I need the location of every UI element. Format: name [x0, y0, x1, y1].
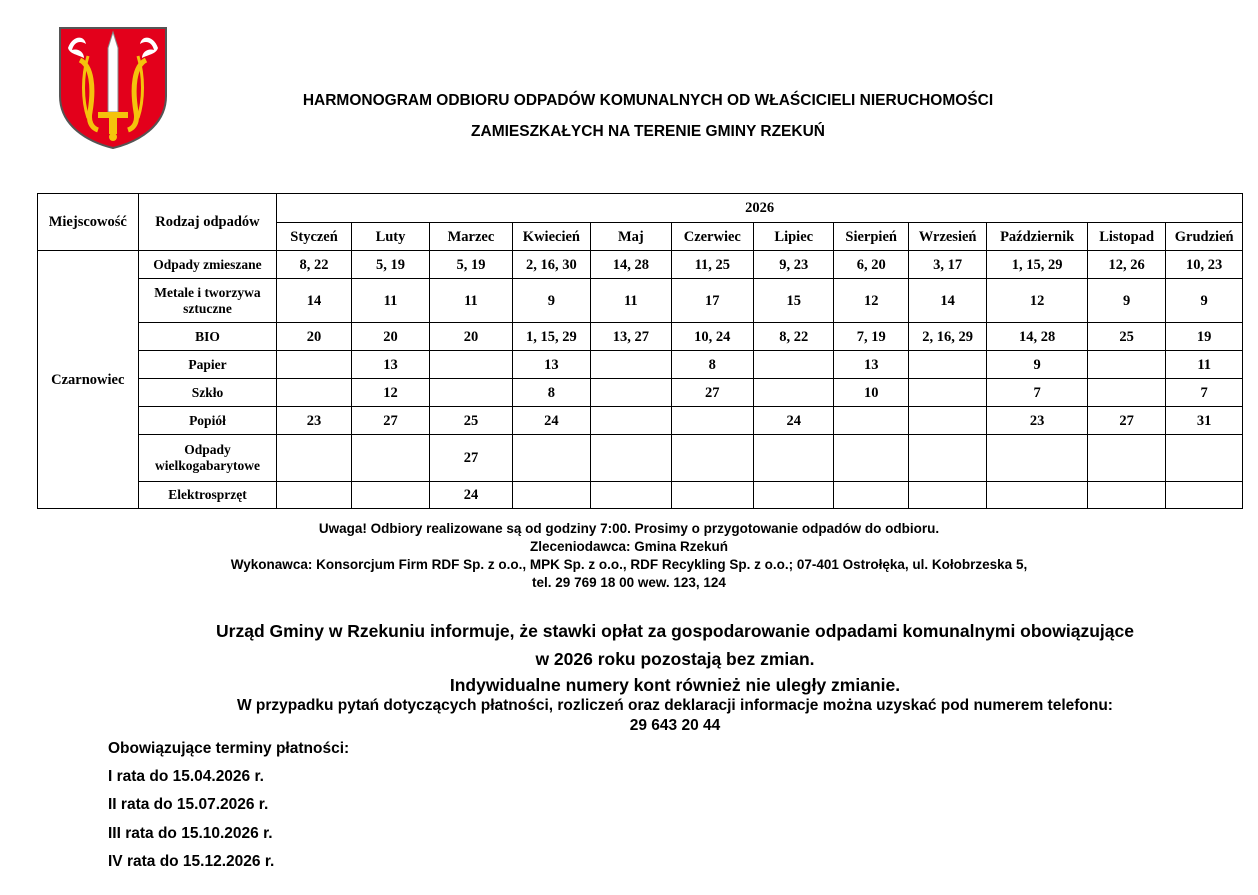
date-cell: 8 [671, 351, 753, 379]
date-cell [277, 379, 351, 407]
date-cell: 7, 19 [834, 323, 908, 351]
waste-type-cell: BIO [138, 323, 277, 351]
date-cell: 31 [1166, 407, 1243, 435]
table-row [38, 279, 1243, 323]
month-header: Luty [351, 223, 429, 251]
date-cell: 13 [351, 351, 429, 379]
date-cell: 9 [512, 279, 590, 323]
date-cell: 11 [591, 279, 671, 323]
date-cell [277, 351, 351, 379]
date-cell: 20 [351, 323, 429, 351]
date-cell [987, 435, 1088, 482]
date-cell [754, 435, 834, 482]
header-waste-type: Rodzaj odpadów [138, 194, 277, 251]
date-cell: 24 [512, 407, 590, 435]
date-cell [351, 482, 429, 509]
date-cell: 23 [987, 407, 1088, 435]
date-cell: 14 [908, 279, 986, 323]
month-header: Styczeń [277, 223, 351, 251]
date-cell: 25 [1087, 323, 1165, 351]
waste-type-cell: Metale i tworzywa sztuczne [138, 279, 277, 323]
month-header: Lipiec [754, 223, 834, 251]
month-header: Maj [591, 223, 671, 251]
location-cell: Czarnowiec [38, 251, 139, 509]
date-cell [1087, 482, 1165, 509]
month-header: Czerwiec [671, 223, 753, 251]
month-header: Październik [987, 223, 1088, 251]
date-cell [1087, 351, 1165, 379]
payment-item: III rata do 15.10.2026 r. [108, 825, 273, 842]
note-line-4: tel. 29 769 18 00 wew. 123, 124 [532, 575, 726, 590]
date-cell: 20 [430, 323, 512, 351]
month-header: Listopad [1087, 223, 1165, 251]
date-cell [908, 482, 986, 509]
date-cell: 12 [987, 279, 1088, 323]
date-cell: 25 [430, 407, 512, 435]
date-cell: 2, 16, 29 [908, 323, 986, 351]
date-cell: 14, 28 [591, 251, 671, 279]
table-row [38, 323, 1243, 351]
date-cell: 9 [987, 351, 1088, 379]
date-cell [1087, 379, 1165, 407]
header-location: Miejscowość [38, 194, 139, 251]
date-cell [834, 407, 908, 435]
date-cell: 14 [277, 279, 351, 323]
table-row [38, 482, 1243, 509]
date-cell [277, 435, 351, 482]
info-line-1: Urząd Gminy w Rzekuniu informuje, że stawki opłat za gospodarowanie odpadami komunalnymi obowiązujące [216, 621, 1134, 641]
date-cell [671, 407, 753, 435]
date-cell: 11 [430, 279, 512, 323]
table-row [38, 407, 1243, 435]
document-title-line-2: ZAMIESZKAŁYCH NA TERENIE GMINY RZEKUŃ [471, 123, 825, 140]
date-cell: 10, 24 [671, 323, 753, 351]
month-header: Wrzesień [908, 223, 986, 251]
table-row [38, 379, 1243, 407]
collection-schedule-table [37, 193, 1243, 509]
note-line-3: Wykonawca: Konsorcjum Firm RDF Sp. z o.o., MPK Sp. z o.o., RDF Recykling Sp. z o.o.; 07-401 Ostrołęka, ul. Kołobrzeska 5, [230, 557, 1028, 572]
date-cell: 7 [987, 379, 1088, 407]
date-cell: 11 [351, 279, 429, 323]
date-cell: 13 [834, 351, 908, 379]
info-line-2: w 2026 roku pozostają bez zmian. [535, 649, 815, 669]
date-cell: 9 [1087, 279, 1165, 323]
date-cell: 24 [754, 407, 834, 435]
waste-type-cell: Szkło [138, 379, 277, 407]
date-cell: 6, 20 [834, 251, 908, 279]
date-cell: 15 [754, 279, 834, 323]
date-cell: 27 [671, 379, 753, 407]
date-cell [430, 351, 512, 379]
date-cell [351, 435, 429, 482]
date-cell [1166, 482, 1243, 509]
date-cell: 9 [1166, 279, 1243, 323]
date-cell: 13 [512, 351, 590, 379]
date-cell: 12, 26 [1087, 251, 1165, 279]
date-cell: 14, 28 [987, 323, 1088, 351]
date-cell: 5, 19 [430, 251, 512, 279]
date-cell: 10, 23 [1166, 251, 1243, 279]
date-cell: 17 [671, 279, 753, 323]
date-cell [908, 379, 986, 407]
date-cell [591, 407, 671, 435]
date-cell [834, 435, 908, 482]
date-cell [987, 482, 1088, 509]
date-cell [591, 482, 671, 509]
header-year: 2026 [277, 194, 1243, 223]
date-cell: 11 [1166, 351, 1243, 379]
table-row [38, 251, 1243, 279]
date-cell: 20 [277, 323, 351, 351]
date-cell [754, 379, 834, 407]
date-cell [908, 407, 986, 435]
info-line-4: W przypadku pytań dotyczących płatności, rozliczeń oraz deklaracji informacje można uzyskać pod numerem telefonu: [237, 697, 1113, 714]
document-title-line-1: HARMONOGRAM ODBIORU ODPADÓW KOMUNALNYCH OD WŁAŚCICIELI NIERUCHOMOŚCI [302, 92, 994, 109]
date-cell [512, 482, 590, 509]
date-cell: 8, 22 [754, 323, 834, 351]
month-header: Sierpień [834, 223, 908, 251]
note-line-1: Uwaga! Odbiory realizowane są od godziny 7:00. Prosimy o przygotowanie odpadów do odbioru. [318, 521, 940, 536]
month-header: Grudzień [1166, 223, 1243, 251]
date-cell [671, 435, 753, 482]
date-cell: 3, 17 [908, 251, 986, 279]
date-cell: 24 [430, 482, 512, 509]
date-cell [591, 351, 671, 379]
table-row [38, 351, 1243, 379]
date-cell: 23 [277, 407, 351, 435]
date-cell [277, 482, 351, 509]
payment-item: IV rata do 15.12.2026 r. [108, 853, 275, 870]
date-cell: 10 [834, 379, 908, 407]
date-cell [1166, 435, 1243, 482]
date-cell: 27 [351, 407, 429, 435]
payment-item: II rata do 15.07.2026 r. [108, 796, 269, 813]
date-cell [908, 351, 986, 379]
date-cell: 2, 16, 30 [512, 251, 590, 279]
date-cell: 1, 15, 29 [512, 323, 590, 351]
waste-type-cell: Odpady wielkogabarytowe [138, 435, 277, 482]
date-cell [1087, 435, 1165, 482]
month-header: Marzec [430, 223, 512, 251]
date-cell: 9, 23 [754, 251, 834, 279]
info-phone: 29 643 20 44 [629, 717, 721, 734]
date-cell: 12 [834, 279, 908, 323]
date-cell: 19 [1166, 323, 1243, 351]
waste-type-cell: Papier [138, 351, 277, 379]
date-cell: 12 [351, 379, 429, 407]
date-cell: 8 [512, 379, 590, 407]
date-cell [834, 482, 908, 509]
date-cell: 7 [1166, 379, 1243, 407]
date-cell [908, 435, 986, 482]
month-header: Kwiecień [512, 223, 590, 251]
table-row [38, 435, 1243, 482]
waste-type-cell: Popiół [138, 407, 277, 435]
payment-item: I rata do 15.04.2026 r. [108, 768, 264, 785]
date-cell [430, 379, 512, 407]
waste-type-cell: Elektrosprzęt [138, 482, 277, 509]
date-cell: 27 [1087, 407, 1165, 435]
date-cell: 8, 22 [277, 251, 351, 279]
date-cell [512, 435, 590, 482]
date-cell [591, 435, 671, 482]
date-cell [671, 482, 753, 509]
info-line-3: Indywidualne numery kont również nie uległy zmianie. [449, 675, 901, 695]
note-line-2: Zleceniodawca: Gmina Rzekuń [529, 539, 729, 554]
date-cell: 11, 25 [671, 251, 753, 279]
date-cell: 1, 15, 29 [987, 251, 1088, 279]
date-cell [591, 379, 671, 407]
date-cell: 5, 19 [351, 251, 429, 279]
payments-heading: Obowiązujące terminy płatności: [108, 740, 350, 757]
date-cell [754, 351, 834, 379]
date-cell [754, 482, 834, 509]
waste-type-cell: Odpady zmieszane [138, 251, 277, 279]
date-cell: 13, 27 [591, 323, 671, 351]
date-cell: 27 [430, 435, 512, 482]
